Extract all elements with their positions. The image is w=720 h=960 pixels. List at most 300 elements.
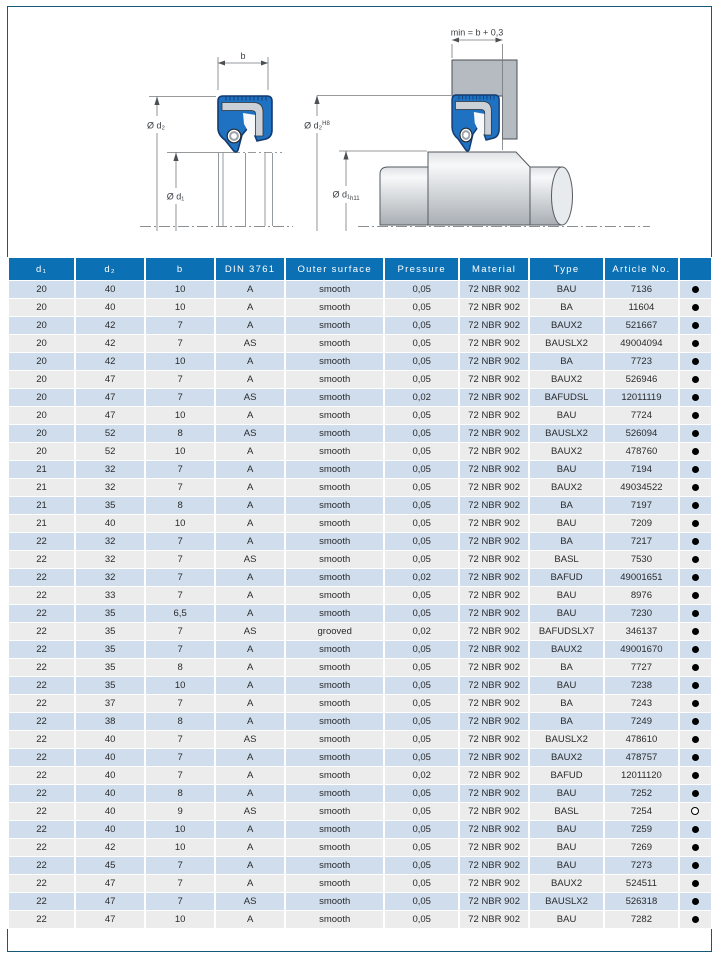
- table-cell: 10: [146, 911, 214, 928]
- table-cell: 0,05: [385, 695, 458, 712]
- table-cell: 478610: [605, 731, 678, 748]
- table-cell: 72 NBR 902: [460, 335, 528, 352]
- table-cell: A: [216, 839, 284, 856]
- table-cell: 72 NBR 902: [460, 713, 528, 730]
- table-cell: 524511: [605, 875, 678, 892]
- table-cell: 10: [146, 353, 214, 370]
- availability-cell: [680, 353, 711, 370]
- table-cell: A: [216, 299, 284, 316]
- availability-cell: [680, 875, 711, 892]
- table-cell: smooth: [286, 425, 383, 442]
- table-cell: 7727: [605, 659, 678, 676]
- table-row: [9, 281, 711, 298]
- table-cell: A: [216, 497, 284, 514]
- table-cell: 0,05: [385, 353, 458, 370]
- availability-cell: [680, 605, 711, 622]
- table-cell: 22: [9, 623, 74, 640]
- table-cell: 72 NBR 902: [460, 659, 528, 676]
- availability-cell: [680, 569, 711, 586]
- availability-dot: [692, 592, 699, 599]
- table-cell: BAFUD: [530, 569, 603, 586]
- table-cell: 7: [146, 317, 214, 334]
- table-cell: smooth: [286, 281, 383, 298]
- shaft-end-face: [552, 167, 573, 225]
- table-cell: 72 NBR 902: [460, 641, 528, 658]
- table-cell: A: [216, 407, 284, 424]
- table-cell: 21: [9, 497, 74, 514]
- availability-cell: [680, 857, 711, 874]
- availability-dot: [692, 484, 699, 491]
- table-cell: 7269: [605, 839, 678, 856]
- table-cell: 72 NBR 902: [460, 695, 528, 712]
- table-cell: 32: [76, 569, 144, 586]
- table-cell: 72 NBR 902: [460, 281, 528, 298]
- table-cell: 42: [76, 317, 144, 334]
- table-cell: 7230: [605, 605, 678, 622]
- availability-cell: [680, 317, 711, 334]
- column-header: d₂: [76, 258, 144, 280]
- table-cell: 22: [9, 605, 74, 622]
- table-cell: BAUX2: [530, 317, 603, 334]
- table-cell: 47: [76, 371, 144, 388]
- table-cell: 40: [76, 767, 144, 784]
- table-cell: A: [216, 641, 284, 658]
- availability-cell: [680, 443, 711, 460]
- table-cell: 49001651: [605, 569, 678, 586]
- table-cell: smooth: [286, 443, 383, 460]
- table-cell: 32: [76, 479, 144, 496]
- table-cell: 22: [9, 677, 74, 694]
- availability-dot: [692, 502, 699, 509]
- table-cell: smooth: [286, 605, 383, 622]
- table-cell: 22: [9, 551, 74, 568]
- table-cell: AS: [216, 425, 284, 442]
- availability-dot: [692, 718, 699, 725]
- table-cell: 37: [76, 695, 144, 712]
- table-cell: 10: [146, 443, 214, 460]
- table-cell: 0,05: [385, 659, 458, 676]
- table-cell: A: [216, 785, 284, 802]
- table-cell: BAU: [530, 911, 603, 928]
- availability-cell: [680, 533, 711, 550]
- table-cell: 35: [76, 605, 144, 622]
- table-cell: 7: [146, 587, 214, 604]
- column-header: Pressure: [385, 258, 458, 280]
- table-cell: A: [216, 695, 284, 712]
- table-cell: 7273: [605, 857, 678, 874]
- table-row: [9, 425, 711, 442]
- table-cell: 7249: [605, 713, 678, 730]
- availability-cell: [680, 587, 711, 604]
- table-row: [9, 911, 711, 928]
- table-cell: smooth: [286, 785, 383, 802]
- table-cell: A: [216, 569, 284, 586]
- table-cell: AS: [216, 623, 284, 640]
- radial-seal-cross-section: [218, 96, 272, 152]
- table-cell: 20: [9, 389, 74, 406]
- table-cell: 8976: [605, 587, 678, 604]
- table-cell: 72 NBR 902: [460, 677, 528, 694]
- table-row: [9, 839, 711, 856]
- table-cell: 10: [146, 515, 214, 532]
- availability-dot: [692, 556, 699, 563]
- table-cell: smooth: [286, 551, 383, 568]
- table-cell: A: [216, 371, 284, 388]
- table-cell: 72 NBR 902: [460, 389, 528, 406]
- availability-cell: [680, 623, 711, 640]
- availability-cell: [680, 659, 711, 676]
- table-row: [9, 551, 711, 568]
- table-cell: 35: [76, 641, 144, 658]
- table-cell: 47: [76, 893, 144, 910]
- table-cell: A: [216, 767, 284, 784]
- table-cell: BAUSLX2: [530, 335, 603, 352]
- table-cell: BA: [530, 695, 603, 712]
- availability-cell: [680, 713, 711, 730]
- table-cell: 35: [76, 677, 144, 694]
- table-cell: A: [216, 821, 284, 838]
- table-cell: A: [216, 713, 284, 730]
- table-cell: BAFUDSLX7: [530, 623, 603, 640]
- availability-dot: [692, 628, 699, 635]
- table-cell: 40: [76, 803, 144, 820]
- technical-drawings: [0, 0, 720, 256]
- table-row: [9, 443, 711, 460]
- table-cell: 7: [146, 479, 214, 496]
- table-cell: 0,05: [385, 317, 458, 334]
- table-cell: 35: [76, 623, 144, 640]
- table-row: [9, 623, 711, 640]
- table-cell: 22: [9, 857, 74, 874]
- availability-dot: [692, 538, 699, 545]
- table-cell: 7: [146, 551, 214, 568]
- table-cell: BA: [530, 533, 603, 550]
- availability-cell: [680, 839, 711, 856]
- table-cell: 0,05: [385, 587, 458, 604]
- table-cell: 0,05: [385, 299, 458, 316]
- table-cell: 7: [146, 695, 214, 712]
- table-cell: 72 NBR 902: [460, 803, 528, 820]
- table-cell: A: [216, 533, 284, 550]
- shaft: [380, 152, 573, 225]
- table-cell: 7: [146, 641, 214, 658]
- table-cell: 72 NBR 902: [460, 605, 528, 622]
- table-cell: 22: [9, 875, 74, 892]
- availability-dot: [692, 304, 699, 311]
- table-cell: 7243: [605, 695, 678, 712]
- availability-dot: [692, 610, 699, 617]
- table-cell: smooth: [286, 767, 383, 784]
- table-cell: BAUX2: [530, 641, 603, 658]
- availability-dot: [692, 322, 699, 329]
- availability-cell: [680, 893, 711, 910]
- table-cell: BAUX2: [530, 371, 603, 388]
- table-cell: 72 NBR 902: [460, 407, 528, 424]
- table-cell: BAU: [530, 839, 603, 856]
- table-cell: 72 NBR 902: [460, 893, 528, 910]
- availability-cell: [680, 749, 711, 766]
- table-body: [9, 281, 711, 928]
- table-cell: 346137: [605, 623, 678, 640]
- installation-diagram: [304, 28, 650, 232]
- table-cell: 22: [9, 731, 74, 748]
- availability-dot: [692, 520, 699, 527]
- table-cell: BAUX2: [530, 875, 603, 892]
- table-cell: BAU: [530, 821, 603, 838]
- shaft-seal-seat-section: [428, 152, 530, 225]
- table-cell: 22: [9, 569, 74, 586]
- availability-dot: [691, 807, 699, 815]
- table-row: [9, 605, 711, 622]
- table-row: [9, 731, 711, 748]
- table-cell: 40: [76, 749, 144, 766]
- availability-dot: [692, 286, 699, 293]
- table-cell: 7: [146, 767, 214, 784]
- table-cell: 10: [146, 839, 214, 856]
- table-cell: A: [216, 911, 284, 928]
- table-cell: 0,05: [385, 515, 458, 532]
- table-cell: 0,05: [385, 335, 458, 352]
- availability-dot: [692, 898, 699, 905]
- table-cell: 40: [76, 515, 144, 532]
- availability-cell: [680, 461, 711, 478]
- table-cell: smooth: [286, 515, 383, 532]
- table-row: [9, 677, 711, 694]
- table-cell: 42: [76, 353, 144, 370]
- column-header: Type: [530, 258, 603, 280]
- table-cell: 8: [146, 659, 214, 676]
- table-cell: 7: [146, 371, 214, 388]
- table-cell: 72 NBR 902: [460, 569, 528, 586]
- table-cell: 45: [76, 857, 144, 874]
- availability-cell: [680, 515, 711, 532]
- table-cell: 42: [76, 335, 144, 352]
- table-cell: A: [216, 461, 284, 478]
- table-row: [9, 335, 711, 352]
- table-cell: BAUSLX2: [530, 425, 603, 442]
- table-cell: 22: [9, 911, 74, 928]
- table-row: [9, 695, 711, 712]
- availability-dot: [692, 790, 699, 797]
- table-cell: 0,02: [385, 623, 458, 640]
- table-cell: 7: [146, 731, 214, 748]
- availability-cell: [680, 677, 711, 694]
- shaft-left-section: [380, 167, 428, 225]
- shaft-section-lines: [219, 153, 273, 226]
- column-header: Outer surface: [286, 258, 383, 280]
- availability-cell: [680, 641, 711, 658]
- column-header: Article No.: [605, 258, 678, 280]
- table-cell: smooth: [286, 317, 383, 334]
- table-row: [9, 641, 711, 658]
- table-cell: 7194: [605, 461, 678, 478]
- table-cell: 7217: [605, 533, 678, 550]
- availability-dot: [692, 844, 699, 851]
- table-cell: 22: [9, 713, 74, 730]
- table-cell: 72 NBR 902: [460, 623, 528, 640]
- availability-cell: [680, 785, 711, 802]
- table-row: [9, 317, 711, 334]
- table-cell: 72 NBR 902: [460, 767, 528, 784]
- availability-dot: [692, 772, 699, 779]
- table-cell: smooth: [286, 641, 383, 658]
- table-cell: 526946: [605, 371, 678, 388]
- table-row: [9, 659, 711, 676]
- table-cell: 47: [76, 911, 144, 928]
- table-row: [9, 407, 711, 424]
- table-cell: smooth: [286, 371, 383, 388]
- table-cell: 7724: [605, 407, 678, 424]
- table-cell: 20: [9, 407, 74, 424]
- table-cell: 22: [9, 641, 74, 658]
- table-cell: BAU: [530, 677, 603, 694]
- table-cell: 8: [146, 785, 214, 802]
- table-cell: AS: [216, 893, 284, 910]
- column-header: d₁: [9, 258, 74, 280]
- table-cell: 0,05: [385, 749, 458, 766]
- availability-dot: [692, 664, 699, 671]
- table-cell: 72 NBR 902: [460, 749, 528, 766]
- availability-dot: [692, 466, 699, 473]
- table-cell: 0,05: [385, 407, 458, 424]
- table-cell: 7: [146, 857, 214, 874]
- availability-dot: [692, 880, 699, 887]
- table-row: [9, 713, 711, 730]
- availability-dot: [692, 682, 699, 689]
- table-cell: smooth: [286, 479, 383, 496]
- table-cell: 21: [9, 461, 74, 478]
- table-row: [9, 389, 711, 406]
- table-cell: 20: [9, 443, 74, 460]
- table-cell: 7: [146, 893, 214, 910]
- table-cell: A: [216, 659, 284, 676]
- shaft-diameter-label: Ø $d_1_{h11}$: [332, 189, 360, 202]
- table-cell: 7: [146, 623, 214, 640]
- availability-cell: [680, 335, 711, 352]
- availability-dot: [692, 736, 699, 743]
- table-cell: 21: [9, 479, 74, 496]
- table-cell: 72 NBR 902: [460, 731, 528, 748]
- table-cell: 0,05: [385, 911, 458, 928]
- table-cell: 0,05: [385, 461, 458, 478]
- table-cell: 49034522: [605, 479, 678, 496]
- table-cell: A: [216, 479, 284, 496]
- table-cell: 72 NBR 902: [460, 317, 528, 334]
- table-cell: BASL: [530, 803, 603, 820]
- availability-cell: [680, 371, 711, 388]
- table-cell: 7136: [605, 281, 678, 298]
- table-cell: 0,05: [385, 425, 458, 442]
- table-cell: 7197: [605, 497, 678, 514]
- availability-cell: [680, 497, 711, 514]
- table-cell: smooth: [286, 587, 383, 604]
- table-cell: smooth: [286, 677, 383, 694]
- table-cell: 72 NBR 902: [460, 425, 528, 442]
- table-cell: 22: [9, 803, 74, 820]
- table-row: [9, 479, 711, 496]
- table-cell: A: [216, 281, 284, 298]
- table-cell: 7252: [605, 785, 678, 802]
- table-cell: 10: [146, 821, 214, 838]
- table-cell: AS: [216, 731, 284, 748]
- table-cell: smooth: [286, 407, 383, 424]
- availability-dot: [692, 700, 699, 707]
- table-cell: 7282: [605, 911, 678, 928]
- table-cell: 20: [9, 317, 74, 334]
- table-row: [9, 515, 711, 532]
- table-cell: 22: [9, 893, 74, 910]
- d2-dimension: [147, 97, 216, 232]
- table-cell: BASL: [530, 551, 603, 568]
- table-cell: 22: [9, 839, 74, 856]
- table-cell: 526318: [605, 893, 678, 910]
- table-cell: 0,05: [385, 821, 458, 838]
- table-cell: 7: [146, 749, 214, 766]
- availability-dot: [692, 412, 699, 419]
- table-row: [9, 353, 711, 370]
- table-cell: 0,02: [385, 767, 458, 784]
- table-cell: smooth: [286, 821, 383, 838]
- availability-cell: [680, 731, 711, 748]
- table-cell: 0,05: [385, 677, 458, 694]
- table-cell: 42: [76, 839, 144, 856]
- table-cell: 0,05: [385, 785, 458, 802]
- table-cell: 0,05: [385, 551, 458, 568]
- table-cell: 40: [76, 281, 144, 298]
- table-cell: 0,05: [385, 839, 458, 856]
- availability-dot: [692, 646, 699, 653]
- b-dimension: [218, 51, 268, 90]
- table-cell: 10: [146, 407, 214, 424]
- table-cell: 22: [9, 533, 74, 550]
- table-row: [9, 587, 711, 604]
- table-cell: BAUX2: [530, 479, 603, 496]
- table-cell: 72 NBR 902: [460, 443, 528, 460]
- table-cell: 35: [76, 659, 144, 676]
- table-cell: 12011120: [605, 767, 678, 784]
- table-cell: 8: [146, 425, 214, 442]
- table-cell: 0,05: [385, 875, 458, 892]
- table-cell: 20: [9, 425, 74, 442]
- table-cell: 7: [146, 533, 214, 550]
- table-cell: 22: [9, 821, 74, 838]
- table-cell: 0,05: [385, 605, 458, 622]
- table-cell: BA: [530, 659, 603, 676]
- table-cell: A: [216, 875, 284, 892]
- table-cell: BAU: [530, 857, 603, 874]
- table-row: [9, 569, 711, 586]
- table-cell: smooth: [286, 875, 383, 892]
- table-cell: 40: [76, 785, 144, 802]
- table-cell: 40: [76, 821, 144, 838]
- table-cell: 72 NBR 902: [460, 839, 528, 856]
- table-cell: 20: [9, 371, 74, 388]
- column-header: DIN 3761: [216, 258, 284, 280]
- table-cell: 6,5: [146, 605, 214, 622]
- table-cell: 72 NBR 902: [460, 785, 528, 802]
- table-cell: 72 NBR 902: [460, 515, 528, 532]
- table-cell: smooth: [286, 533, 383, 550]
- table-cell: A: [216, 677, 284, 694]
- table-cell: smooth: [286, 461, 383, 478]
- table-row: [9, 749, 711, 766]
- table-cell: 72 NBR 902: [460, 299, 528, 316]
- table-cell: smooth: [286, 695, 383, 712]
- availability-cell: [680, 803, 711, 820]
- table-cell: 22: [9, 587, 74, 604]
- table-cell: A: [216, 317, 284, 334]
- table-cell: 20: [9, 353, 74, 370]
